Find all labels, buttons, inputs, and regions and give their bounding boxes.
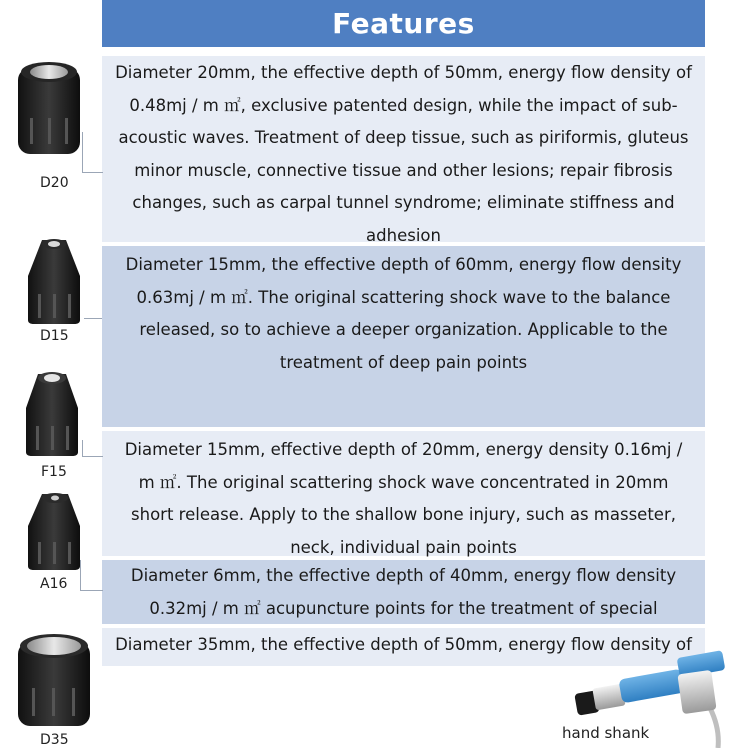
transmitter-head-d15-icon xyxy=(24,236,84,326)
head-label-a16: A16 xyxy=(40,576,68,592)
feature-text-a16: Diameter 6mm, the effective depth of 40mm, energy flow density 0.32mj / m ㎡ acupuncture points for the treatment of special xyxy=(130,566,677,618)
feature-row-d15 xyxy=(102,246,705,427)
head-label-d15: D15 xyxy=(40,328,69,344)
feature-text-d35: Diameter 35mm, the effective depth of 50mm, energy flow density of xyxy=(115,635,692,654)
head-label-d35: D35 xyxy=(40,732,69,748)
transmitter-head-f15-icon xyxy=(22,368,82,458)
connector-line xyxy=(82,440,103,457)
feature-text-f15: Diameter 15mm, effective depth of 20mm, energy density 0.16mj / m ㎡. The original scattering shock wave concentrated in 20mm short release. Apply to the shallow bone injury, such as masseter, neck, individual pain points xyxy=(124,440,683,557)
head-label-f15: F15 xyxy=(41,464,67,480)
connector-line xyxy=(82,132,103,173)
head-label-d20: D20 xyxy=(40,175,69,191)
transmitter-head-d35-icon xyxy=(14,630,94,730)
feature-row-d20 xyxy=(102,56,705,245)
transmitter-head-a16-icon xyxy=(24,490,84,572)
hand-shank-label: hand shank xyxy=(562,724,650,742)
connector-line xyxy=(84,318,102,319)
feature-row-a16 xyxy=(102,560,705,624)
features-title: Features xyxy=(332,7,475,40)
feature-text-d15: Diameter 15mm, the effective depth of 60mm, energy flow density 0.63mj / m ㎡. The original scattering shock wave to the balance released, so to achieve a deeper organization. Applicable to the treatment of deep pain points xyxy=(125,255,682,372)
feature-row-f15 xyxy=(102,431,705,556)
feature-text-d20: Diameter 20mm, the effective depth of 50mm, energy flow density of 0.48mj / m ㎡, exclusive patented design, while the impact of sub-acoustic waves. Treatment of deep tissue, such as piriformis, gluteus minor muscle, connective tissue and other lesions; repair fibrosis changes, such as carpal tunnel syndrome; eliminate stiffness and adhesion xyxy=(115,63,692,245)
features-header xyxy=(102,0,705,47)
transmitter-head-d20-icon xyxy=(14,58,84,158)
